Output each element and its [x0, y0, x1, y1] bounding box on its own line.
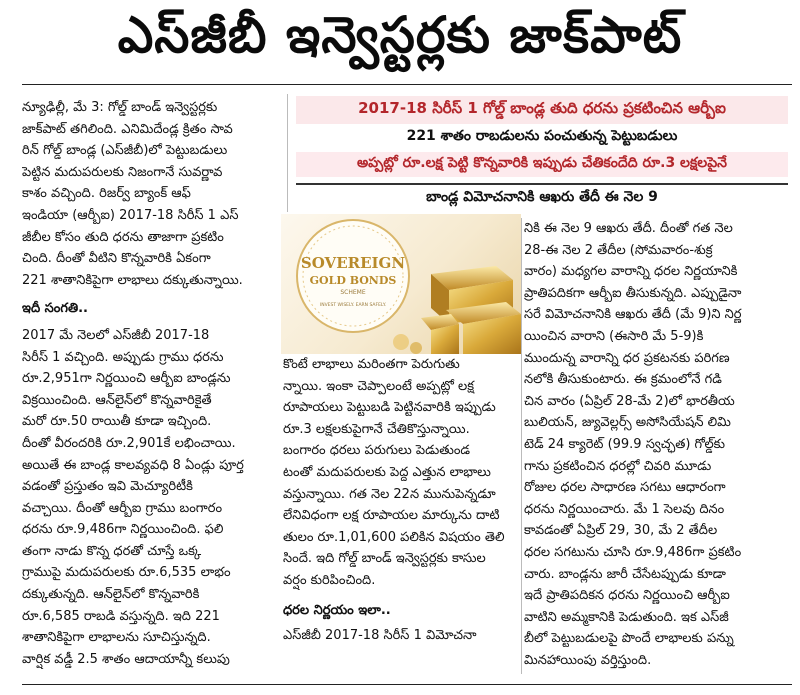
column-3-paragraph-line: గాను ప్రకటించిన ధరల్లో చివరి మూడు	[524, 458, 712, 474]
column-1-paragraph-1-line: జాక్‌పాట్‌ తగిలింది. ఎనిమిదేండ్ల క్రితం సావ	[22, 121, 233, 137]
column-3-paragraph-line: ధరల సగటును చూసి రూ.9,486గా ప్రకటిం	[524, 544, 742, 560]
column-3	[524, 218, 788, 671]
column-3-paragraph-line: నలోకి తీసుకుంటారు. ఈ క్రమంలోనే గడి	[524, 372, 722, 388]
column-2-paragraph-1-line: వస్తున్నాయి. గత నెల 22న మునుపెన్నడూ	[283, 486, 496, 502]
column-1-subhead: ఇదీ సంగతి..	[22, 301, 88, 317]
column-2-paragraph-1-line: కొంటే లాభాలు మరింతగా పెరుగుతు	[283, 357, 460, 372]
column-2-paragraph-2-line: ఎస్‌జీబీ 2017-18 సిరీస్‌ 1 విమోచనా	[283, 628, 477, 644]
column-1	[22, 97, 280, 670]
column-2-paragraph-1-line: రూ.3 లక్షలకుపైగానే చేతికొస్తున్నాయి.	[283, 421, 470, 437]
headline-rule	[22, 84, 792, 85]
column-2-subhead: ధరల నిర్ణయం ఇలా..	[283, 602, 391, 618]
column-3-paragraph-line: 28-ఈ నెల 2 తేదీల (సోమవారం-శుక్ర	[524, 242, 713, 258]
column-1-paragraph-2-line: గ్రాముపై మదుపరులకు రూ.6,535 లాభం	[22, 565, 231, 581]
column-1-paragraph-2-line: శాతానికిపైగా లాభాలను సూచిస్తున్నది.	[22, 630, 211, 646]
column-1-paragraph-1-line: పెట్టిన మదుపరులకు నిజంగానే సువర్ణావ	[22, 164, 223, 180]
column-1-paragraph-2-line: రూ.6,585 రాబడి వస్తున్నది. ఇది 221	[22, 608, 220, 624]
gold-bonds-illustration	[281, 214, 521, 354]
column-3-paragraph-line: కావడంతో ఏప్రిల్‌ 29, 30, మే 2 తేదీల	[524, 523, 718, 539]
column-2	[283, 354, 521, 647]
column-1-paragraph-2-line: వచ్చాయి. దీంతో ఆర్బీఐ గ్రాము బంగారం	[22, 500, 223, 516]
column-3-paragraph-line: సరే విమోచనానికి ఆఖరు తేదీ (మే 9)ని నిర్ణ	[524, 307, 742, 323]
column-1-paragraph-2	[22, 325, 280, 671]
column-1-paragraph-1	[22, 97, 280, 291]
column-1-paragraph-2-line: 2017 మే నెలలో ఎస్‌జీబీ 2017-18	[22, 327, 210, 343]
column-1-paragraph-2-line: దక్కుతున్నది. ఆన్‌లైన్‌లో కొన్నవారికి	[22, 587, 200, 603]
column-1-paragraph-1-line: ఇండియా (ఆర్బీఐ) 2017-18 సిరీస్‌ 1 ఎస్‌	[22, 207, 239, 223]
column-2-paragraph-1-line: రూపాయలు పెట్టుబడి పెట్టినవారికి ఇప్పుడు	[283, 400, 496, 416]
gold-bars	[393, 266, 521, 354]
column-2-paragraph-1-line: బంగారం ధరలు పరుగులు పెడుతుండ	[283, 443, 471, 459]
column-1-paragraph-2-line: వడంతో ప్రస్తుతం ఇవి మెచ్యూరిటీకి	[22, 479, 193, 495]
column-1-paragraph-2-line: మరో రూ.50 రాయితీ కూడా ఇచ్చింది.	[22, 414, 212, 430]
column-1-paragraph-1-line: రిన్‌ గోల్డ్‌ బాండ్ల (ఎస్‌జీబీ)లో పెట్టుబడులు	[22, 143, 228, 159]
deck-3: అప్పట్లో రూ.లక్ష పెట్టి కొన్నవారికి ఇప్పుడు చేతికందేది రూ.3 లక్షలపైనే	[296, 152, 788, 177]
column-3-paragraph-line: వాటిని అమ్మకానికి పెడుతుంది. ఇక ఎస్‌జీ	[524, 609, 729, 625]
column-2-paragraph-2	[283, 625, 521, 647]
deck-4: బాండ్ల విమోచనానికి ఆఖరు తేదీ ఈ నెల 9	[296, 183, 788, 208]
column-divider	[287, 94, 288, 212]
column-3-paragraph-line: బీలో పెట్టుబడులపై పొందే లాభాలకు పన్ను	[524, 631, 734, 647]
column-3-paragraph-line: వారం) మధ్యగల వారాన్ని ధరల నిర్ణయానికి	[524, 264, 738, 280]
column-1-paragraph-2-line: సిరీస్‌ 1 వచ్చింది. అప్పుడు గ్రాము ధరను	[22, 349, 224, 365]
logo-line3: SCHEME	[340, 289, 366, 296]
column-2-paragraph-1-line: లేనివిధంగా లక్ష రూపాయల మార్కును దాటి	[283, 508, 500, 524]
column-3-paragraph-line: మినహాయింపు వర్తిస్తుంది.	[524, 652, 652, 668]
column-1-paragraph-2-line: తంగా నాడు కొన్న ధరతో చూస్తే ఒక్క	[22, 543, 202, 559]
column-1-paragraph-1-line: చింది. దీంతో వీటిని కొన్నవారికి ఏకంగా	[22, 251, 211, 267]
column-1-paragraph-1-line: 221 శాతానికిపైగా లాభాలు దక్కుతున్నాయి.	[22, 272, 243, 288]
column-3-paragraph-line: టెడ్‌ 24 క్యారెట్‌ (99.9 స్వచ్ఛత) గోల్డ్‌కు	[524, 436, 725, 452]
column-1-paragraph-2-line: ధరను రూ.9,486గా నిర్ణయించింది. ఫలి	[22, 522, 224, 538]
column-2-paragraph-1-line: సిందే. ఇది గోల్డ్‌ బాండ్‌ ఇన్వెస్టర్లకు కాసుల	[283, 551, 486, 567]
deck-2: 221 శాతం రాబడులను పంచుతున్న పెట్టుబడులు	[406, 128, 678, 144]
column-3-paragraph-line: ఇదే ప్రాతిపదికన ధరను నిర్ణయించి ఆర్బీఐ	[524, 588, 730, 604]
column-3-paragraph-line: బులియన్‌, జ్యువెల్లర్స్‌ అసోసియేషన్‌ లిమి	[524, 415, 731, 431]
column-3-paragraph-line: ముందున్న వారాన్ని ధర ప్రకటనకు పరిగణ	[524, 350, 730, 366]
gold-bond-photo	[281, 214, 521, 354]
column-3-paragraph-line: చారు. బాండ్లను జారీ చేసేటప్పుడు కూడా	[524, 566, 726, 582]
bottom-rule	[22, 684, 792, 685]
column-1-paragraph-2-line: దీంతో వీరందరికి రూ.2,901కే లభించాయి.	[22, 435, 236, 451]
column-2-paragraph-1	[283, 354, 521, 592]
column-2-paragraph-1-line: టంతో మదుపరులకు పెద్ద ఎత్తున లాభాలు	[283, 464, 491, 480]
column-3-paragraph	[524, 218, 788, 671]
column-2-paragraph-1-line: న్నాయి. ఇంకా చెప్పాలంటే అప్పట్లో లక్ష	[283, 378, 474, 394]
column-3-paragraph-line: రోజుల ధరల సాధారణ సగటు ఆధారంగా	[524, 480, 726, 496]
column-3-paragraph-line: ధరను నిర్ణయించారు. మే 1 సెలవు దినం	[524, 501, 725, 517]
column-1-paragraph-1-line: జీబీల కోసం తుది ధరను తాజాగా ప్రకటిం	[22, 229, 224, 245]
column-1-paragraph-2-line: విక్రయించింది. ఆన్‌లైన్‌లో కొన్నవారికైతే	[22, 392, 212, 408]
column-3-paragraph-line: ప్రాతిపదికగా ఆర్బీఐ తీసుకున్నది. ఎప్పుడైనా	[524, 285, 742, 301]
logo-tagline: INVEST WISELY. EARN SAFELY.	[319, 303, 387, 308]
deck-1: 2017-18 సిరీస్‌ 1 గోల్డ్‌ బాండ్ల తుది ధరను ప్రకటించిన ఆర్బీఐ	[296, 96, 788, 124]
column-3-paragraph-line: నికి ఈ నెల 9 ఆఖరు తేదీ. దీంతో గత నెల	[524, 221, 733, 236]
headline: ఎస్‌జీబీ ఇన్వెస్టర్లకు జాక్‌పాట్‌	[117, 5, 683, 64]
column-1-paragraph-2-line: వార్షిక వడ్డీ 2.5 శాతం ఆదాయాన్నీ కలుపు	[22, 651, 230, 667]
column-3-paragraph-line: యించిన వారాని (ఈసారి మే 5-9)కి	[524, 328, 704, 344]
column-2-paragraph-1-line: తులం రూ.1,01,600 పలికిన విషయం తెలి	[283, 529, 505, 545]
column-1-paragraph-1-line: కాశం వచ్చింది. రిజర్వ్‌ బ్యాంక్‌ ఆఫ్‌	[22, 186, 191, 202]
column-2-paragraph-1-line: వర్షం కురిపించింది.	[283, 572, 376, 588]
logo-line1: SOVEREIGN	[300, 254, 406, 272]
logo-line2: GOLD BONDS	[309, 274, 397, 287]
column-1-paragraph-1-line: న్యూఢిల్లీ, మే 3: గోల్డ్‌ బాండ్‌ ఇన్వెస్టర్లకు	[22, 100, 218, 115]
column-divider-2	[521, 218, 522, 674]
column-1-paragraph-2-line: అయితే ఈ బాండ్ల కాలవ్యవధి 8 ఏండ్లు పూర్త	[22, 457, 244, 473]
column-3-paragraph-line: చిన వారం (ఏప్రిల్‌ 28-మే 2)లో భారతీయ	[524, 393, 735, 409]
column-1-paragraph-2-line: రూ.2,951గా నిర్ణయించి ఆర్బీఐ బాండ్లను	[22, 371, 231, 387]
